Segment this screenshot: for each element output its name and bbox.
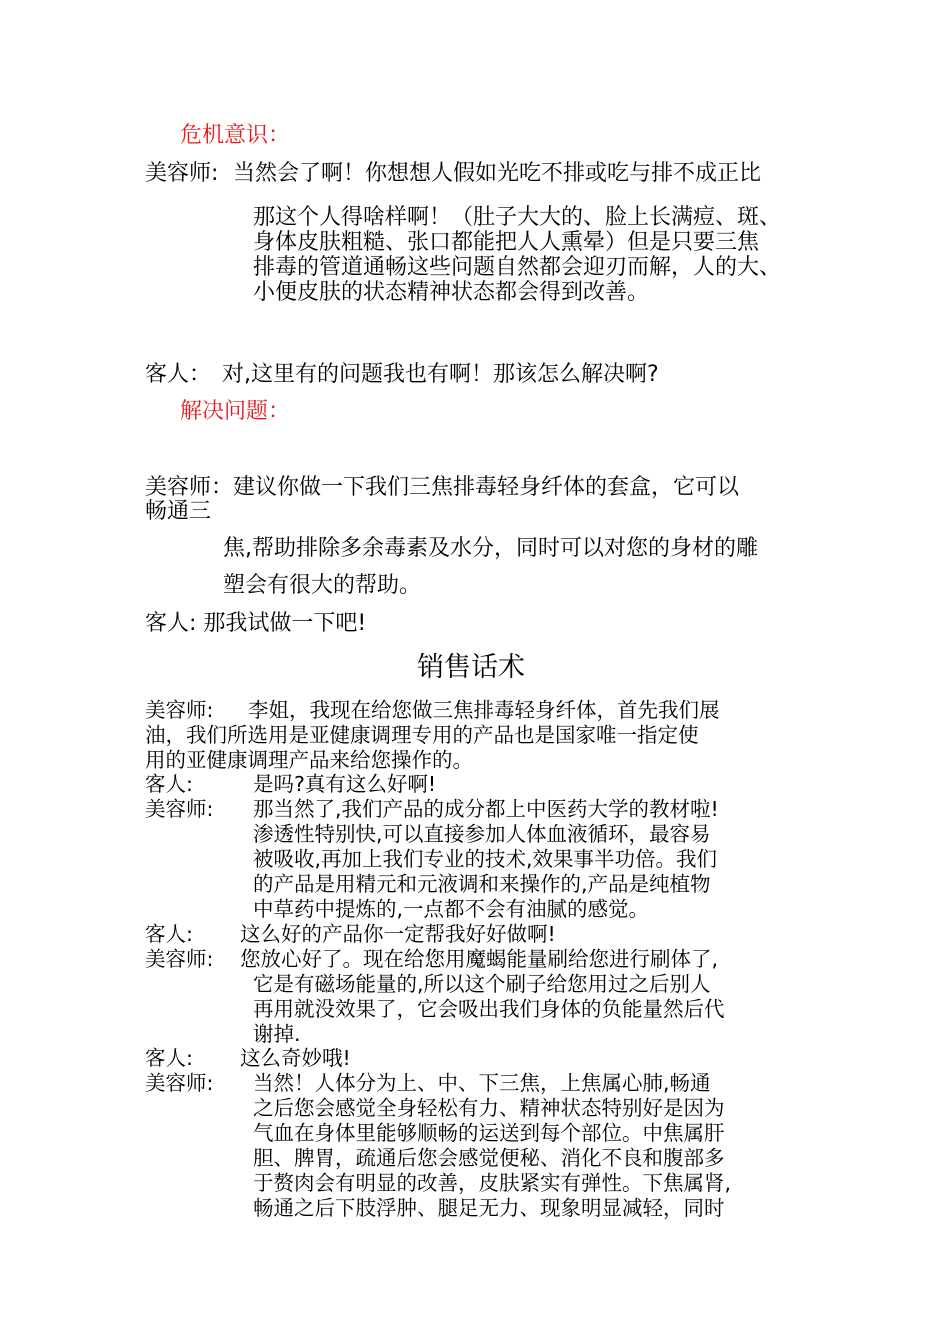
solve-beautician-line-1: 美容师：建议你做一下我们三焦排毒轻身纤体的套盒，它可以	[145, 475, 740, 500]
sales-line-text: 再用就没效果了，它会吸出我们身体的负能量然后代	[253, 997, 725, 1021]
sales-line-text: 的产品是用精元和元液调和来操作的,产品是纯植物	[253, 872, 711, 896]
sales-speaker: 客人:	[145, 1046, 193, 1070]
sales-speaker: 美容师:	[145, 947, 214, 971]
sales-line-text: 这么好的产品你一定帮我好好做啊!	[240, 922, 556, 946]
sales-speaker: 美容师:	[145, 797, 214, 821]
crisis-heading: 危机意识：	[180, 123, 291, 148]
sales-line-text: 之后您会感觉全身轻松有力、精神状态特别好是因为	[253, 1096, 725, 1120]
sales-line-text: 当然！人体分为上、中、下三焦，上焦属心肺,畅通	[253, 1071, 711, 1095]
crisis-dialogue-cont-1: 那这个人得啥样啊！（肚子大大的、脸上长满痘、斑、	[253, 205, 782, 230]
sales-line-text: 气血在身体里能够顺畅的运送到每个部位。中焦属肝	[253, 1121, 725, 1145]
crisis-dialogue-cont-4: 小便皮肤的状态精神状态都会得到改善。	[253, 280, 650, 305]
sales-line-text: 油，我们所选用是亚健康调理专用的产品也是国家唯一指定使	[145, 723, 699, 747]
sales-line-text: 于赘肉会有明显的改善，皮肤紧实有弹性。下焦属肾,	[253, 1171, 732, 1195]
sales-line-text: 胆、脾胃，疏通后您会感觉便秘、消化不良和腹部多	[253, 1146, 725, 1170]
sales-speaker: 美容师:	[145, 1071, 214, 1095]
sales-line-text: 它是有磁场能量的,所以这个刷子给您用过之后别人	[253, 972, 711, 996]
solve-heading: 解决问题：	[180, 399, 291, 424]
sales-line-text: 这么奇妙哦!	[240, 1046, 351, 1070]
sales-line-text: 被吸收,再加上我们专业的技术,效果事半功倍。我们	[253, 847, 718, 871]
sales-line-text: 畅通之后下肢浮肿、腿足无力、现象明显减轻，同时	[253, 1196, 725, 1220]
sales-line-text: 李姐，我现在给您做三焦排毒轻身纤体，首先我们展	[248, 698, 720, 722]
sales-speaker: 美容师:	[145, 698, 214, 722]
sales-title: 销售话术	[417, 652, 525, 683]
crisis-speaker: 美容师:	[145, 161, 219, 186]
crisis-guest-line: 客人： 对,这里有的问题我也有啊！那该怎么解决啊?	[145, 362, 659, 387]
sales-line-text: 您放心好了。现在给您用魔蝎能量刷给您进行刷体了,	[240, 947, 719, 971]
sales-line-text: 渗透性特别快,可以直接参加人体血液循环，最容易	[253, 822, 711, 846]
sales-line-text: 中草药中提炼的,一点都不会有油腻的感觉。	[253, 897, 650, 921]
crisis-dialogue-line: 当然会了啊！你想想人假如光吃不排或吃与排不成正比	[233, 161, 762, 186]
sales-line-text: 用的亚健康调理产品来给您操作的。	[145, 748, 473, 772]
sales-line-text: 谢掉.	[253, 1022, 301, 1046]
solve-guest-line: 客人: 那我试做一下吧!	[145, 611, 367, 636]
solve-beautician-line-4: 塑会有很大的帮助。	[223, 573, 422, 598]
crisis-dialogue-cont-3: 排毒的管道通畅这些问题自然都会迎刃而解，人的大、	[253, 255, 782, 280]
solve-beautician-line-2: 畅通三	[145, 499, 212, 524]
sales-line-text: 是吗?真有这么好啊!	[253, 772, 437, 796]
solve-beautician-line-3: 焦,帮助排除多余毒素及水分，同时可以对您的身材的雕	[223, 536, 758, 561]
crisis-dialogue-cont-2: 身体皮肤粗糙、张口都能把人人熏晕）但是只要三焦	[253, 230, 760, 255]
sales-line-text: 那当然了,我们产品的成分都上中医药大学的教材啦!	[253, 797, 719, 821]
sales-speaker: 客人:	[145, 922, 193, 946]
sales-speaker: 客人:	[145, 772, 193, 796]
